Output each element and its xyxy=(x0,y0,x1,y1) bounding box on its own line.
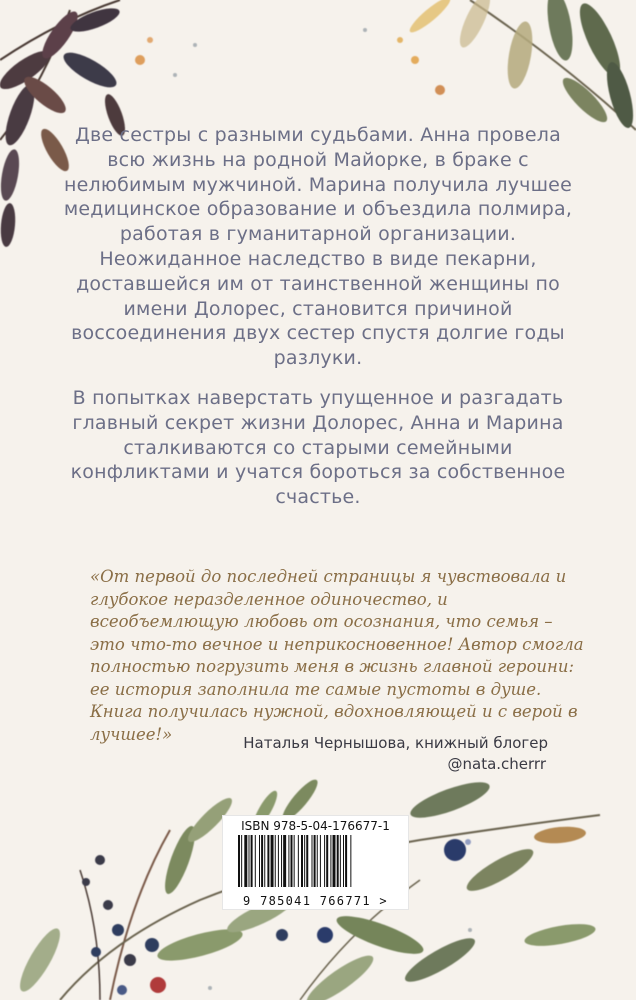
barcode-bar xyxy=(241,835,242,887)
barcode-bar xyxy=(326,835,328,887)
barcode-bar xyxy=(249,835,250,887)
barcode-bar xyxy=(278,835,279,887)
barcode-bar xyxy=(255,835,256,887)
barcode-bar xyxy=(306,835,308,887)
barcode-bar xyxy=(259,835,260,887)
barcode-bar xyxy=(251,835,253,887)
barcode-bar xyxy=(291,835,293,887)
barcode-bar xyxy=(264,835,265,887)
barcode-digits: 9 785041 766771 > xyxy=(243,894,388,908)
barcode-bar xyxy=(330,835,331,887)
review-quote: «От первой до последней страницы я чувствовала и глубокое неразделенное одиночество, и всеобъемлющую любовь от осознания, что семья – это что-то вечное и неприкосновенное! Автор смогла полностью погрузить меня в жизнь главной героини: ее история заполнила те самые пустоты в душе. Книга получилась нужной, вдохновляющей и с верой в лучшее!» xyxy=(90,567,584,744)
barcode-bar xyxy=(275,835,276,887)
barcode-bars-icon xyxy=(238,835,393,887)
barcode-bar xyxy=(312,835,313,887)
barcode-bar xyxy=(314,835,316,887)
barcode-bar xyxy=(244,835,247,887)
barcode-bar xyxy=(267,835,269,887)
barcode-bar xyxy=(238,835,240,887)
barcode-bar xyxy=(350,835,351,887)
barcode-bar xyxy=(281,835,282,887)
barcode-bar xyxy=(324,835,325,887)
barcode-bar xyxy=(261,835,263,887)
barcode-bar xyxy=(271,835,274,887)
book-blurb xyxy=(60,123,576,510)
review-author-handle: @nata.cherrr xyxy=(447,755,546,773)
isbn-label: ISBN 978-5-04-176677-1 xyxy=(241,819,390,833)
barcode-bar xyxy=(294,835,295,887)
barcode-bar xyxy=(317,835,318,887)
barcode-bar xyxy=(298,835,299,887)
blurb-paragraph-2: В попытках наверстать упущенное и разгадать главный секрет жизни Долорес, Анна и Марина сталкиваются со старыми семейными конфликтами и учатся бороться за собственное счастье. xyxy=(70,386,566,509)
barcode-bar xyxy=(288,835,289,887)
barcode-bar xyxy=(337,835,339,887)
barcode-bar xyxy=(343,835,344,887)
blurb-paragraph-1: Две сестры с разными судьбами. Анна провела всю жизнь на родной Майорке, в браке с нелюбимым мужчиной. Марина получила лучшее медицинское образование и объездила полмира, работая в гуманитарной организации. Неожиданное наследство в виде пекарни, доставшейся им от таинственной женщины по имени Долорес, становится причиной воссоединения двух сестер спустя долгие годы разлуки. xyxy=(63,124,573,370)
review-author: Наталья Чернышова, книжный блогер xyxy=(243,734,548,752)
barcode-bar xyxy=(345,835,347,887)
isbn-barcode xyxy=(222,815,409,910)
barcode-bar xyxy=(333,835,336,887)
barcode-bar xyxy=(304,835,305,887)
barcode-bar xyxy=(340,835,341,887)
barcode-bar xyxy=(301,835,303,887)
barcode-bar xyxy=(320,835,321,887)
top-right-leaves-icon xyxy=(363,0,636,130)
barcode-bar xyxy=(283,835,286,887)
